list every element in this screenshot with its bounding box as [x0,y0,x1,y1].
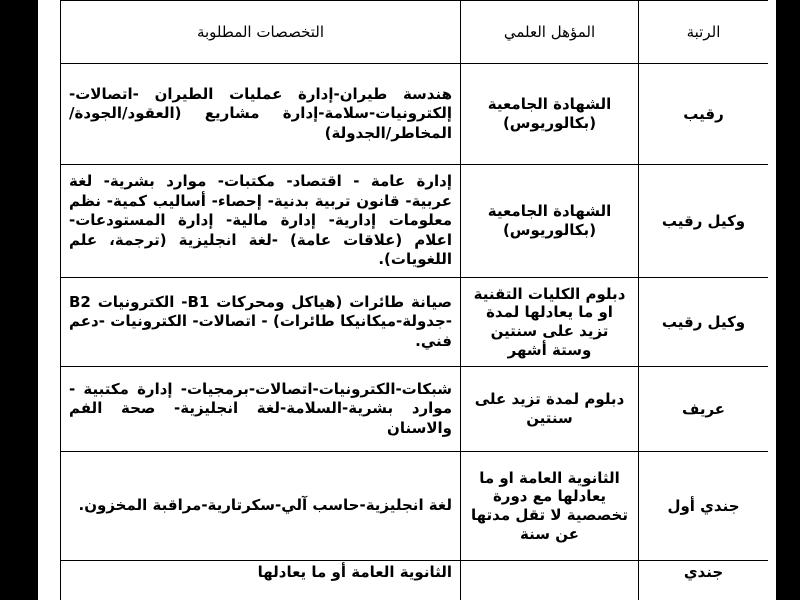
rank-cell: جندي [639,561,769,600]
rank-cell: وكيل رقيب [639,278,769,367]
rank-cell: عريف [639,367,769,452]
qualification-cell: الثانوية العامة او ما يعادلها مع دورة تخصصية لا تقل مدتها عن سنة [461,452,639,561]
rank-cell: وكيل رقيب [639,165,769,278]
table-row [61,367,769,452]
specializations-cell: الثانوية العامة أو ما يعادلها [61,561,461,600]
header-specializations: التخصصات المطلوبة [61,1,461,64]
table-row [61,64,769,165]
table-header-row [61,1,769,64]
rank-cell: جندي أول [639,452,769,561]
specializations-cell: إدارة عامة - اقتصاد- مكتبات- موارد بشرية- لغة عربية- قانون تربية بدنية- إحصاء- أساليب كمية- نظم معلومات إدارية- إدارة مالية- إدارة المستودعات- اعلام (علاقات عامة) -لغة انجليزية (ترجمة، علم اللغويات). [61,165,461,278]
qualification-cell: الشهادة الجامعية (بكالوريوس) [461,64,639,165]
header-rank: الرتبة [639,1,769,64]
qualification-cell: دبلوم لمدة تزيد على سنتين [461,367,639,452]
right-black-border [776,0,800,600]
table-row [61,561,769,600]
specializations-cell: شبكات-الكترونيات-اتصالات-برمجيات- إدارة مكتبية - موارد بشرية-السلامة-لغة انجليزية- صحة الفم والاسنان [61,367,461,452]
requirements-table-container [60,0,768,600]
specializations-cell: هندسة طيران-إدارة عمليات الطيران -اتصالات-إلكترونيات-سلامة-إدارة مشاريع (العقود/الجودة/المخاطر/الجدولة) [61,64,461,165]
specializations-cell: لغة انجليزية-حاسب آلي-سكرتارية-مراقبة المخزون. [61,452,461,561]
header-qualification: المؤهل العلمي [461,1,639,64]
requirements-table [60,0,768,600]
left-black-border [0,0,38,600]
specializations-cell: صيانة طائرات (هياكل ومحركات B1- الكترونيات B2 -جدولة-ميكانيكا طائرات) - اتصالات- الكترونيات -دعم فني. [61,278,461,367]
table-row [61,452,769,561]
table-row [61,278,769,367]
rank-cell: رقيب [639,64,769,165]
table-row [61,165,769,278]
qualification-cell: دبلوم الكليات التقنية او ما يعادلها لمدة تزيد على سنتين وستة أشهر [461,278,639,367]
qualification-cell: الشهادة الجامعية (بكالوريوس) [461,165,639,278]
qualification-cell [461,561,639,600]
